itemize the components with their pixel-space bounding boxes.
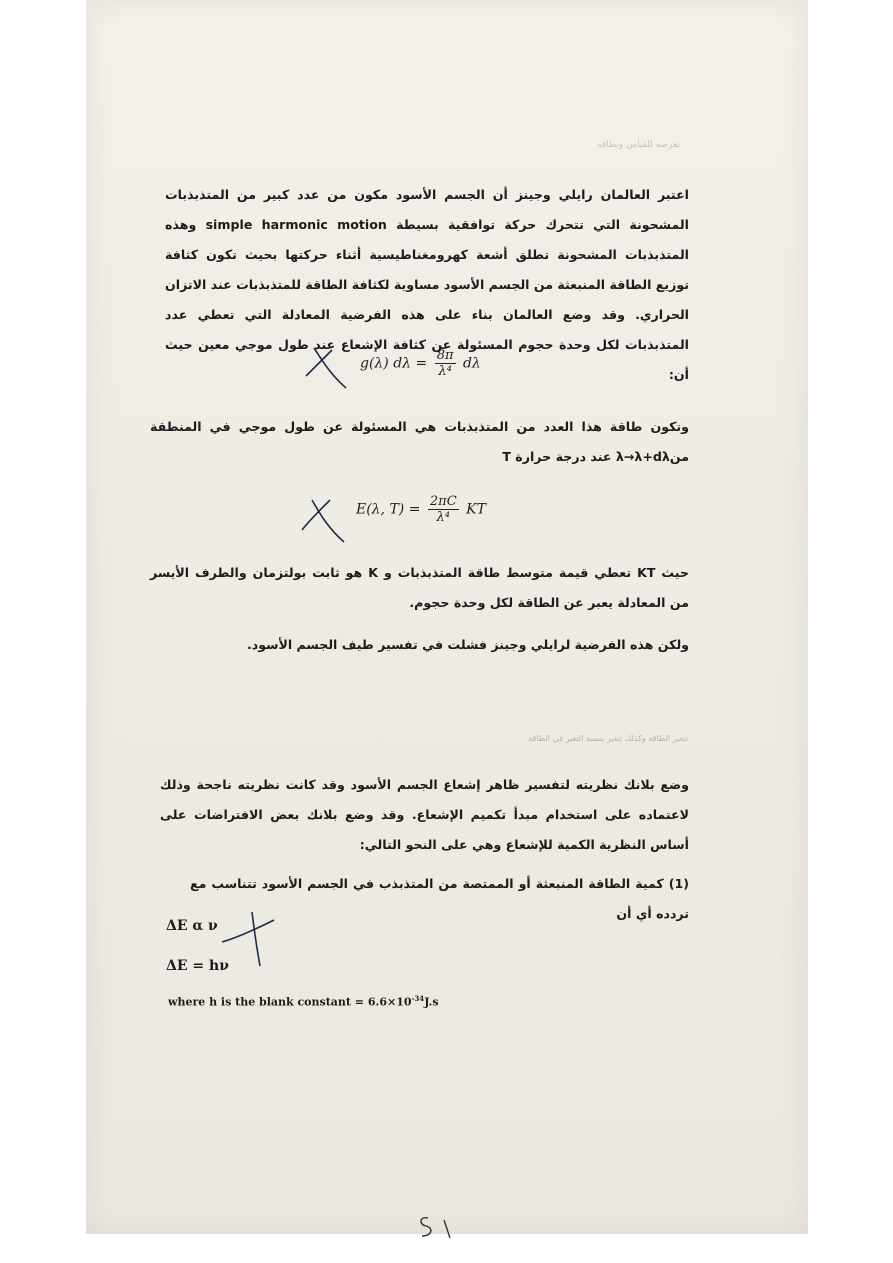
equation-2-numerator: 2πC xyxy=(429,494,457,509)
planck-constant-note xyxy=(168,994,439,1009)
equation-proportionality: ΔE α ν xyxy=(166,918,218,934)
paragraph-failure: ولكن هذه الفرضية لرايلي وجينز فشلت في تفسير طيف الجسم الأسود. xyxy=(246,637,689,652)
planck-constant-exponent: -34 xyxy=(411,994,425,1003)
equation-1-numerator: 8π xyxy=(436,348,454,363)
equation-1-rhs: dλ xyxy=(462,355,481,372)
equation-2-rhs: KT xyxy=(466,501,486,518)
equation-2-fraction xyxy=(428,494,459,525)
equation-1-fraction xyxy=(435,348,456,379)
faint-bleed-through-line: تتغير الطاقة وكذلك تتغير بنسبة التغير في الطاقة xyxy=(528,734,688,743)
ghost-header-text: تعرضه للقياس ونطاقه xyxy=(597,140,680,150)
equation-2-denominator: λ⁴ xyxy=(436,510,450,525)
paragraph-assumption-1: (1) كمية الطاقة المنبعثة أو الممتصة من المتذبذب في الجسم الأسود تتناسب مع تردده أي أن xyxy=(190,876,689,921)
equation-g-lambda xyxy=(360,348,481,379)
handwritten-check-mark-1 xyxy=(300,342,360,392)
planck-constant-prefix: where h is the blank constant = 6.6×10 xyxy=(168,995,412,1009)
equation-1-denominator: λ⁴ xyxy=(438,364,452,379)
paragraph-rayleigh-jeans: اعتبر العالمان رايلي وجينز أن الجسم الأسود مكون من عدد كبير من المتذبذبات المشحونة التي تتحرك حركة توافقية بسيطة simple harmonic motion وهذه المتذبذبات المشحونة تطلق أشعة كهرومغناطيسية أثناء حركتها بحيث تكون كثافة توزيع الطاقة المنبعثة من الجسم الأسود مساوية لكثافة الطاقة للمتذبذبات عند الاتزان الحراري. وقد وضع العالمان بناء على هذه الفرضية المعادلة التي تعطي عدد المتذبذبات لكل وحدة حجوم المسئولة عن كثافة الإشعاع عند طول موجي معين حيث أن: xyxy=(165,187,689,382)
paragraph-energy-range: وتكون طاقة هذا العدد من المتذبذبات هي المسئولة عن طول موجي في المنطقة منλ→λ+dλ عند درجة حرارة T xyxy=(150,419,689,464)
equation-e-lambda-t xyxy=(356,494,486,525)
equation-2-lhs: E(λ, T) = xyxy=(356,501,421,518)
equation-planck-energy: ΔE = hν xyxy=(166,958,229,974)
handwritten-check-mark-2 xyxy=(296,494,356,546)
paragraph-planck-theory: وضع بلانك نظريته لتفسير ظاهر إشعاع الجسم الأسود وقد كانت نظريته ناجحة وذلك لاعتماده على استخدام مبدأ تكميم الإشعاع. وقد وضع بلانك بعض الافتراضات على أساس النظرية الكمية للإشعاع وهي على النحو التالي: xyxy=(160,777,689,852)
handwritten-page-number xyxy=(414,1210,464,1240)
planck-constant-unit: J.s xyxy=(424,995,439,1009)
equation-1-lhs: g(λ) dλ = xyxy=(360,355,428,372)
paragraph-kt-definition: حيث KT تعطي قيمة متوسط طاقة المتذبذبات و K هو ثابت بولتزمان والطرف الأيسر من المعادلة يعبر عن الطاقة لكل وحدة حجوم. xyxy=(150,565,689,610)
handwritten-check-mark-3 xyxy=(216,910,280,970)
